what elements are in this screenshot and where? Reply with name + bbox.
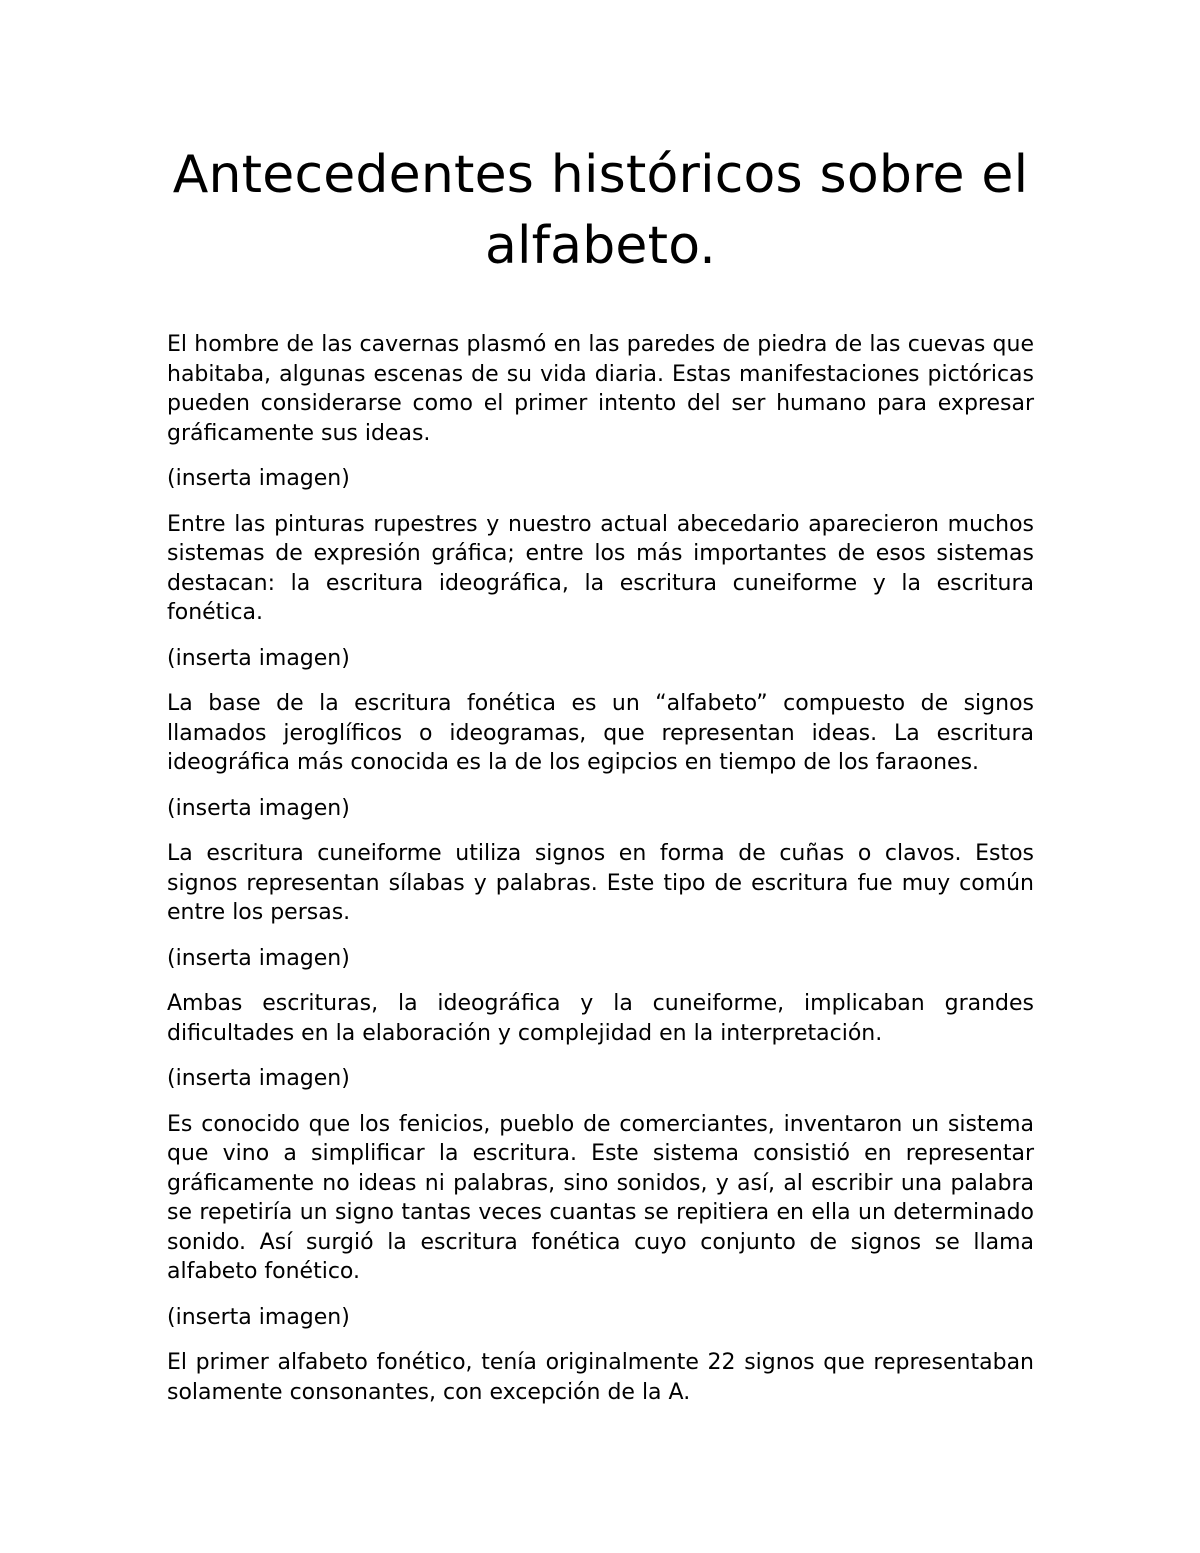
paragraph-cuneiform-writing: La escritura cuneiforme utiliza signos en forma de cuñas o clavos. Estos signos representan sílabas y palabras. Este tipo de escritura fue muy común entre los persas. bbox=[167, 841, 1034, 925]
image-placeholder-1: (inserta imagen) bbox=[167, 466, 350, 491]
image-placeholder-5: (inserta imagen) bbox=[167, 1066, 350, 1091]
image-placeholder-2: (inserta imagen) bbox=[167, 645, 350, 671]
paragraph-writing-difficulties: Ambas escrituras, la ideográfica y la cuneiforme, implicaban grandes dificultades en la elaboración y complejidad en la interpretación. bbox=[167, 991, 1034, 1046]
document-title: Antecedentes históricos sobre el alfabeto. bbox=[172, 145, 1029, 276]
paragraph-cave-paintings: El hombre de las cavernas plasmó en las paredes de piedra de las cuevas que habitaba, algunas escenas de su vida diaria. Estas manifestaciones pictóricas pueden considerarse como el primer intento del ser humano para expresar gráficamente sus ideas. bbox=[167, 332, 1034, 446]
image-placeholder-6: (inserta imagen) bbox=[167, 1304, 350, 1330]
paragraph-graphic-systems: Entre las pinturas rupestres y nuestro actual abecedario aparecieron muchos sistemas de expresión gráfica; entre los más importantes de esos sistemas destacan: la escritura ideográfica, la escritura cuneiforme y la escritura fonética. bbox=[167, 511, 1034, 625]
image-placeholder-3: (inserta imagen) bbox=[167, 795, 350, 821]
paragraph-phoenician-system: Es conocido que los fenicios, pueblo de comerciantes, inventaron un sistema que vino a simplificar la escritura. Este sistema consistió en representar gráficamente no ideas ni palabras, sino sonidos, y así, al escribir una palabra se repetiría un signo tantas veces cuantas se repitiera en ella un determinado sonido. Así surgió la escritura fonética cuyo conjunto de signos se llama alfabeto fonético. bbox=[167, 1111, 1034, 1284]
image-placeholder-4: (inserta imagen) bbox=[167, 945, 350, 971]
paragraph-ideographic-writing: La base de la escritura fonética es un “alfabeto” compuesto de signos llamados jeroglíficos o ideogramas, que representan ideas. La escritura ideográfica más conocida es la de los egipcios en tiempo de los faraones. bbox=[167, 691, 1034, 775]
paragraph-first-phonetic-alphabet: El primer alfabeto fonético, tenía originalmente 22 signos que representaban solamente consonantes, con excepción de la A. bbox=[167, 1350, 1034, 1405]
